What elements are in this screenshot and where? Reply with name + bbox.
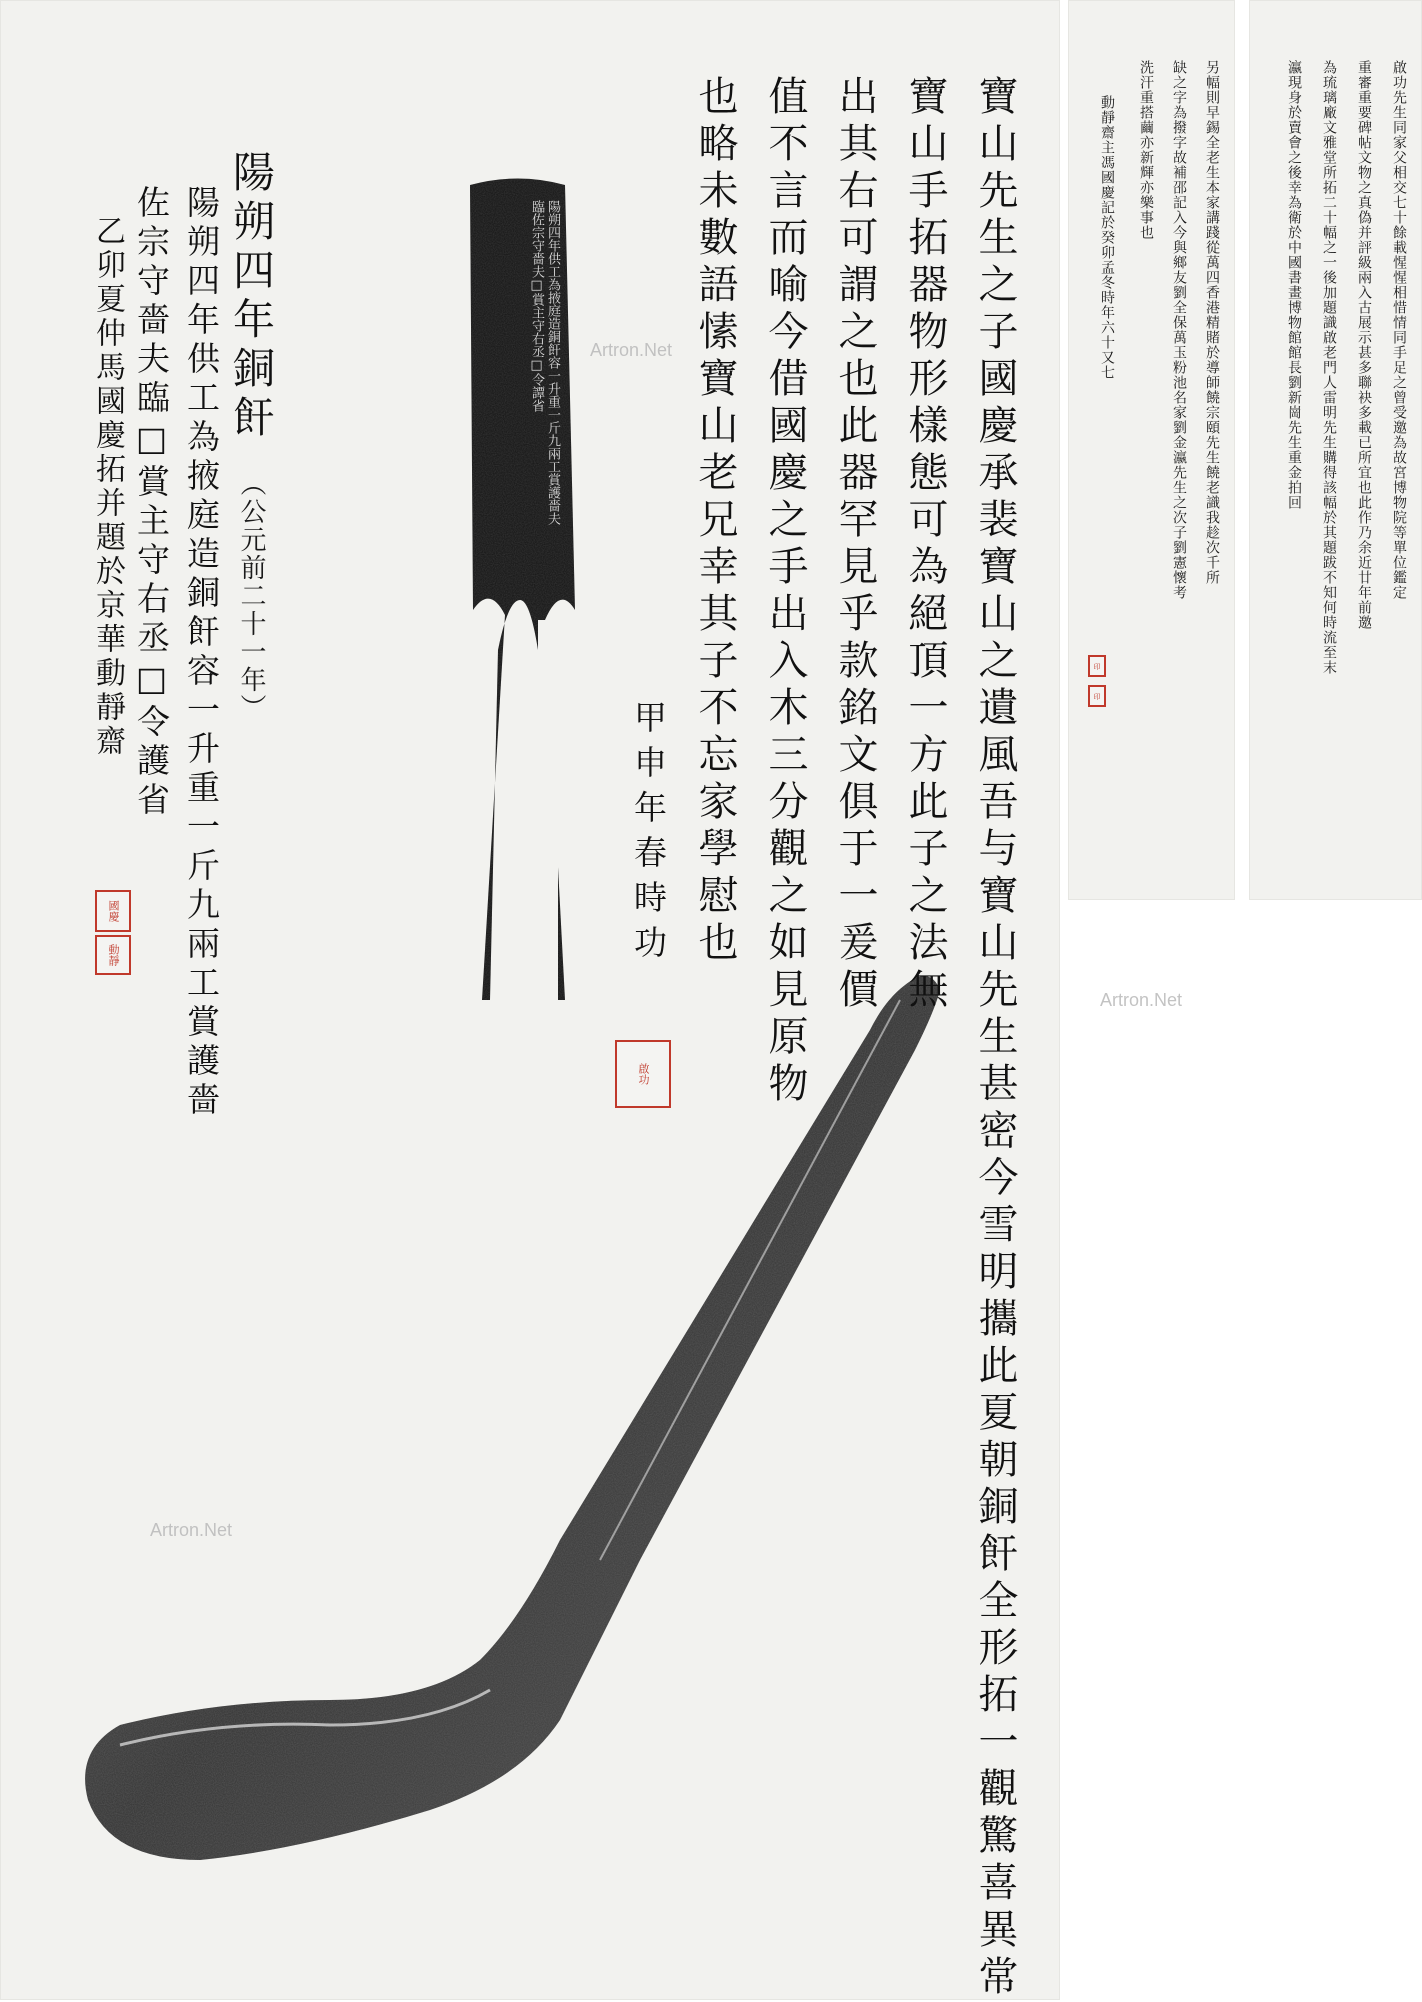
watermark-1: Artron.Net: [590, 340, 673, 360]
inscription-text-1: 陽朔四年供工為掖庭造銅飦容一升重一斤九兩工賞護嗇: [182, 185, 221, 1121]
side2-column-3: 為琉璃廠文雅堂所拓二十幅之一後加題識啟老門人雷明先生購得該幅於其題跋不知何時流至末: [1321, 60, 1337, 675]
side1-column-2: 缺之字為撥字故補邵記入今與鄉友劉全保萬玉粉池名家劉金瀛先生之次子劉憲懷考: [1171, 60, 1187, 600]
handle-inscription: 陽朔四年供工為掖庭造銅飦容一升重一斤九兩工賞護嗇夫臨佐宗守嗇夫□賞主守右丞□令譚省: [529, 200, 560, 525]
colophon-column-1: 寶山先生之子國慶承裴寶山之遺風吾与寶山先生甚密今雪明攜此夏朝銅飦全形拓一觀驚喜異常: [972, 75, 1018, 2002]
watermark-2: Artron.Net: [1100, 990, 1183, 1010]
inscription-text-2: 佐宗守嗇夫臨□賞主守右丞□令護省: [132, 185, 171, 821]
artist-seal-red: 啟功: [615, 1040, 671, 1108]
colophon-column-4: 值不言而喻今借國慶之手出入木三分觀之如見原物: [762, 75, 808, 1109]
side1-seal-2: 印: [1088, 685, 1106, 707]
collector-seal-1: 國慶: [95, 890, 131, 932]
side1-column-4: 動靜齋主馮國慶記於癸卯孟冬時年六十又七: [1099, 95, 1115, 380]
side1-column-1: 另幅則早錫全老生本家講踐從萬四香港精賭於導師饒宗頤先生饒老識我趁次千所: [1204, 60, 1220, 585]
inscription-date-note: （公元前二十一年）: [236, 470, 266, 722]
inscription-colophon: 乙卯夏仲馬國慶拓并題於京華動靜齋: [90, 215, 125, 759]
colophon-column-2: 寶山手拓器物形樣態可為絕頂一方此子之法無: [902, 75, 948, 1015]
side2-column-2: 重審重要碑帖文物之真偽并評級兩入古展示甚多聯袂多載已所宜也此作乃余近廿年前邀: [1356, 60, 1372, 630]
side1-column-3: 洗汗重搭繭亦新輝亦樂事也: [1138, 60, 1154, 240]
colophon-column-5: 也略未數語愫寶山老兄幸其子不忘家學慰也: [692, 75, 738, 968]
side1-seal: 印: [1088, 655, 1106, 677]
side2-column-1: 啟功先生同家父相交七十餘載惺惺相惜情同手足之曾受邀為故宮博物院等單位鑑定: [1391, 60, 1407, 600]
side2-column-4: 瀛現身於賣會之後幸為衛於中國書畫博物館館長劉新崗先生重金拍回: [1286, 60, 1302, 510]
colophon-column-3: 出其右可謂之也此器罕見乎款銘文俱于一爰價: [832, 75, 878, 1015]
collector-seal-2: 動靜: [95, 935, 131, 975]
colophon-signature: 甲申年春時功: [629, 700, 668, 970]
inscription-title: 陽朔四年銅飦: [227, 150, 276, 444]
watermark-3: Artron.Net: [150, 1520, 233, 1540]
